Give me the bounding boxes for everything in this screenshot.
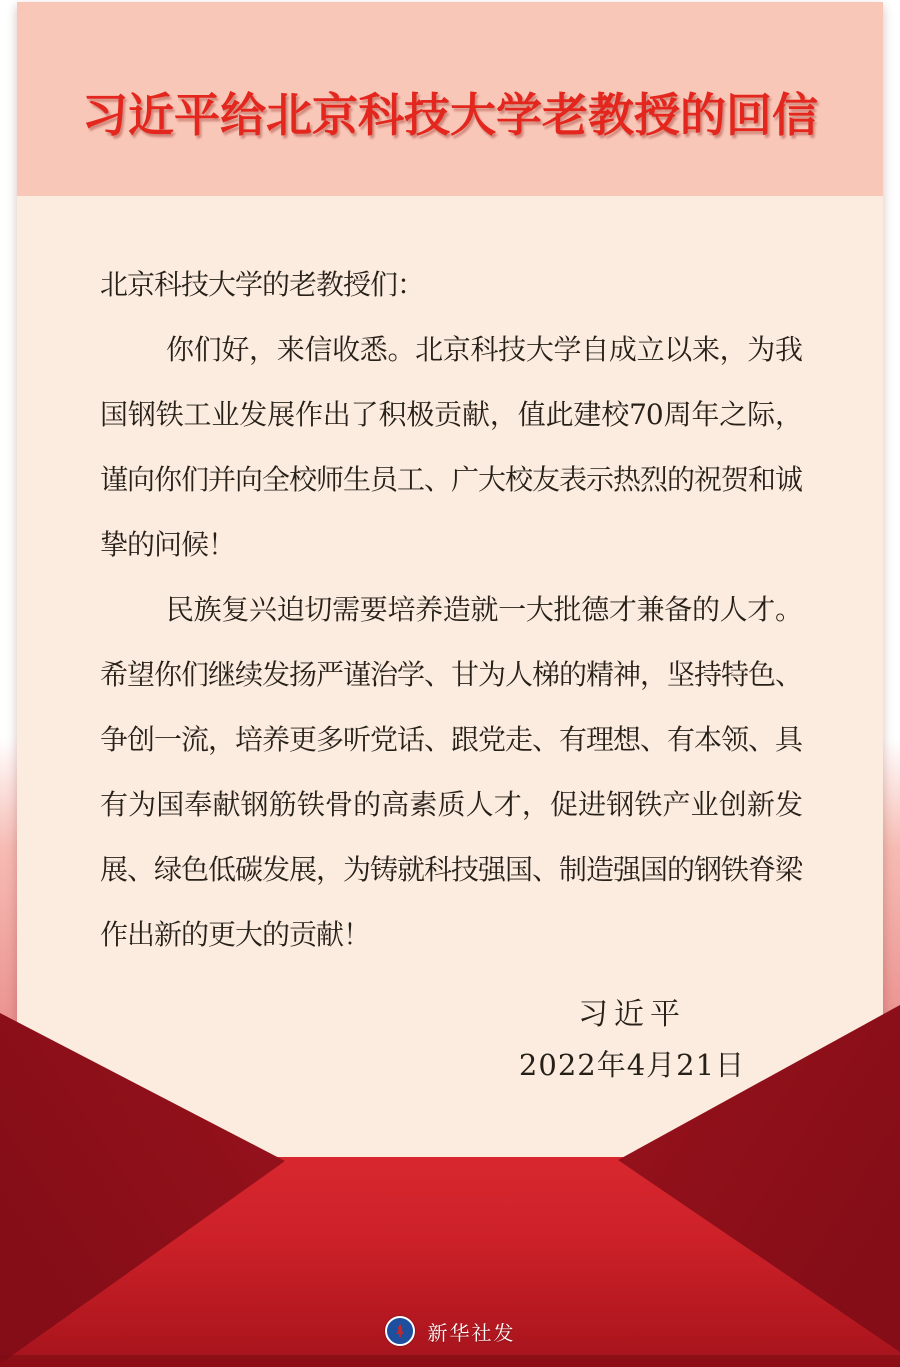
letter-paper xyxy=(17,2,883,1158)
signature-date: 2022年4月21日 xyxy=(518,1048,746,1082)
agency-credit-text: 新华社发 xyxy=(427,1320,516,1345)
letter-paragraph-1: 你们好，来信收悉。北京科技大学自成立以来，为我国钢铁工业发展作出了积极贡献，值此建校70周年之际，谨向你们并向全校师生员工、广大校友表示热烈的祝贺和诚挚的问候！ xyxy=(100,333,803,561)
xinhua-emblem-icon xyxy=(385,1316,415,1346)
letter-salutation: 北京科技大学的老教授们： xyxy=(100,268,425,301)
letter-paragraph-2: 民族复兴迫切需要培养造就一大批德才兼备的人才。希望你们继续发扬严谨治学、甘为人梯的精神，坚持特色、争创一流，培养更多听党话、跟党走、有理想、有本领、具有为国奉献钢筋铁骨的高素质人才，促进钢铁产业创新发展、绿色低碳发展，为铸就科技强国、制造强国的钢铁脊梁作出新的更大的贡献！ xyxy=(100,593,803,951)
title-banner xyxy=(17,2,883,196)
envelope-bottom-edge xyxy=(0,1355,900,1367)
signature-block xyxy=(447,990,817,1090)
poster-title: 习近平给北京科技大学老教授的回信 xyxy=(82,88,818,142)
agency-credit xyxy=(0,1311,900,1351)
letter-body xyxy=(100,252,802,967)
signature-name: 习近平 xyxy=(578,997,686,1032)
